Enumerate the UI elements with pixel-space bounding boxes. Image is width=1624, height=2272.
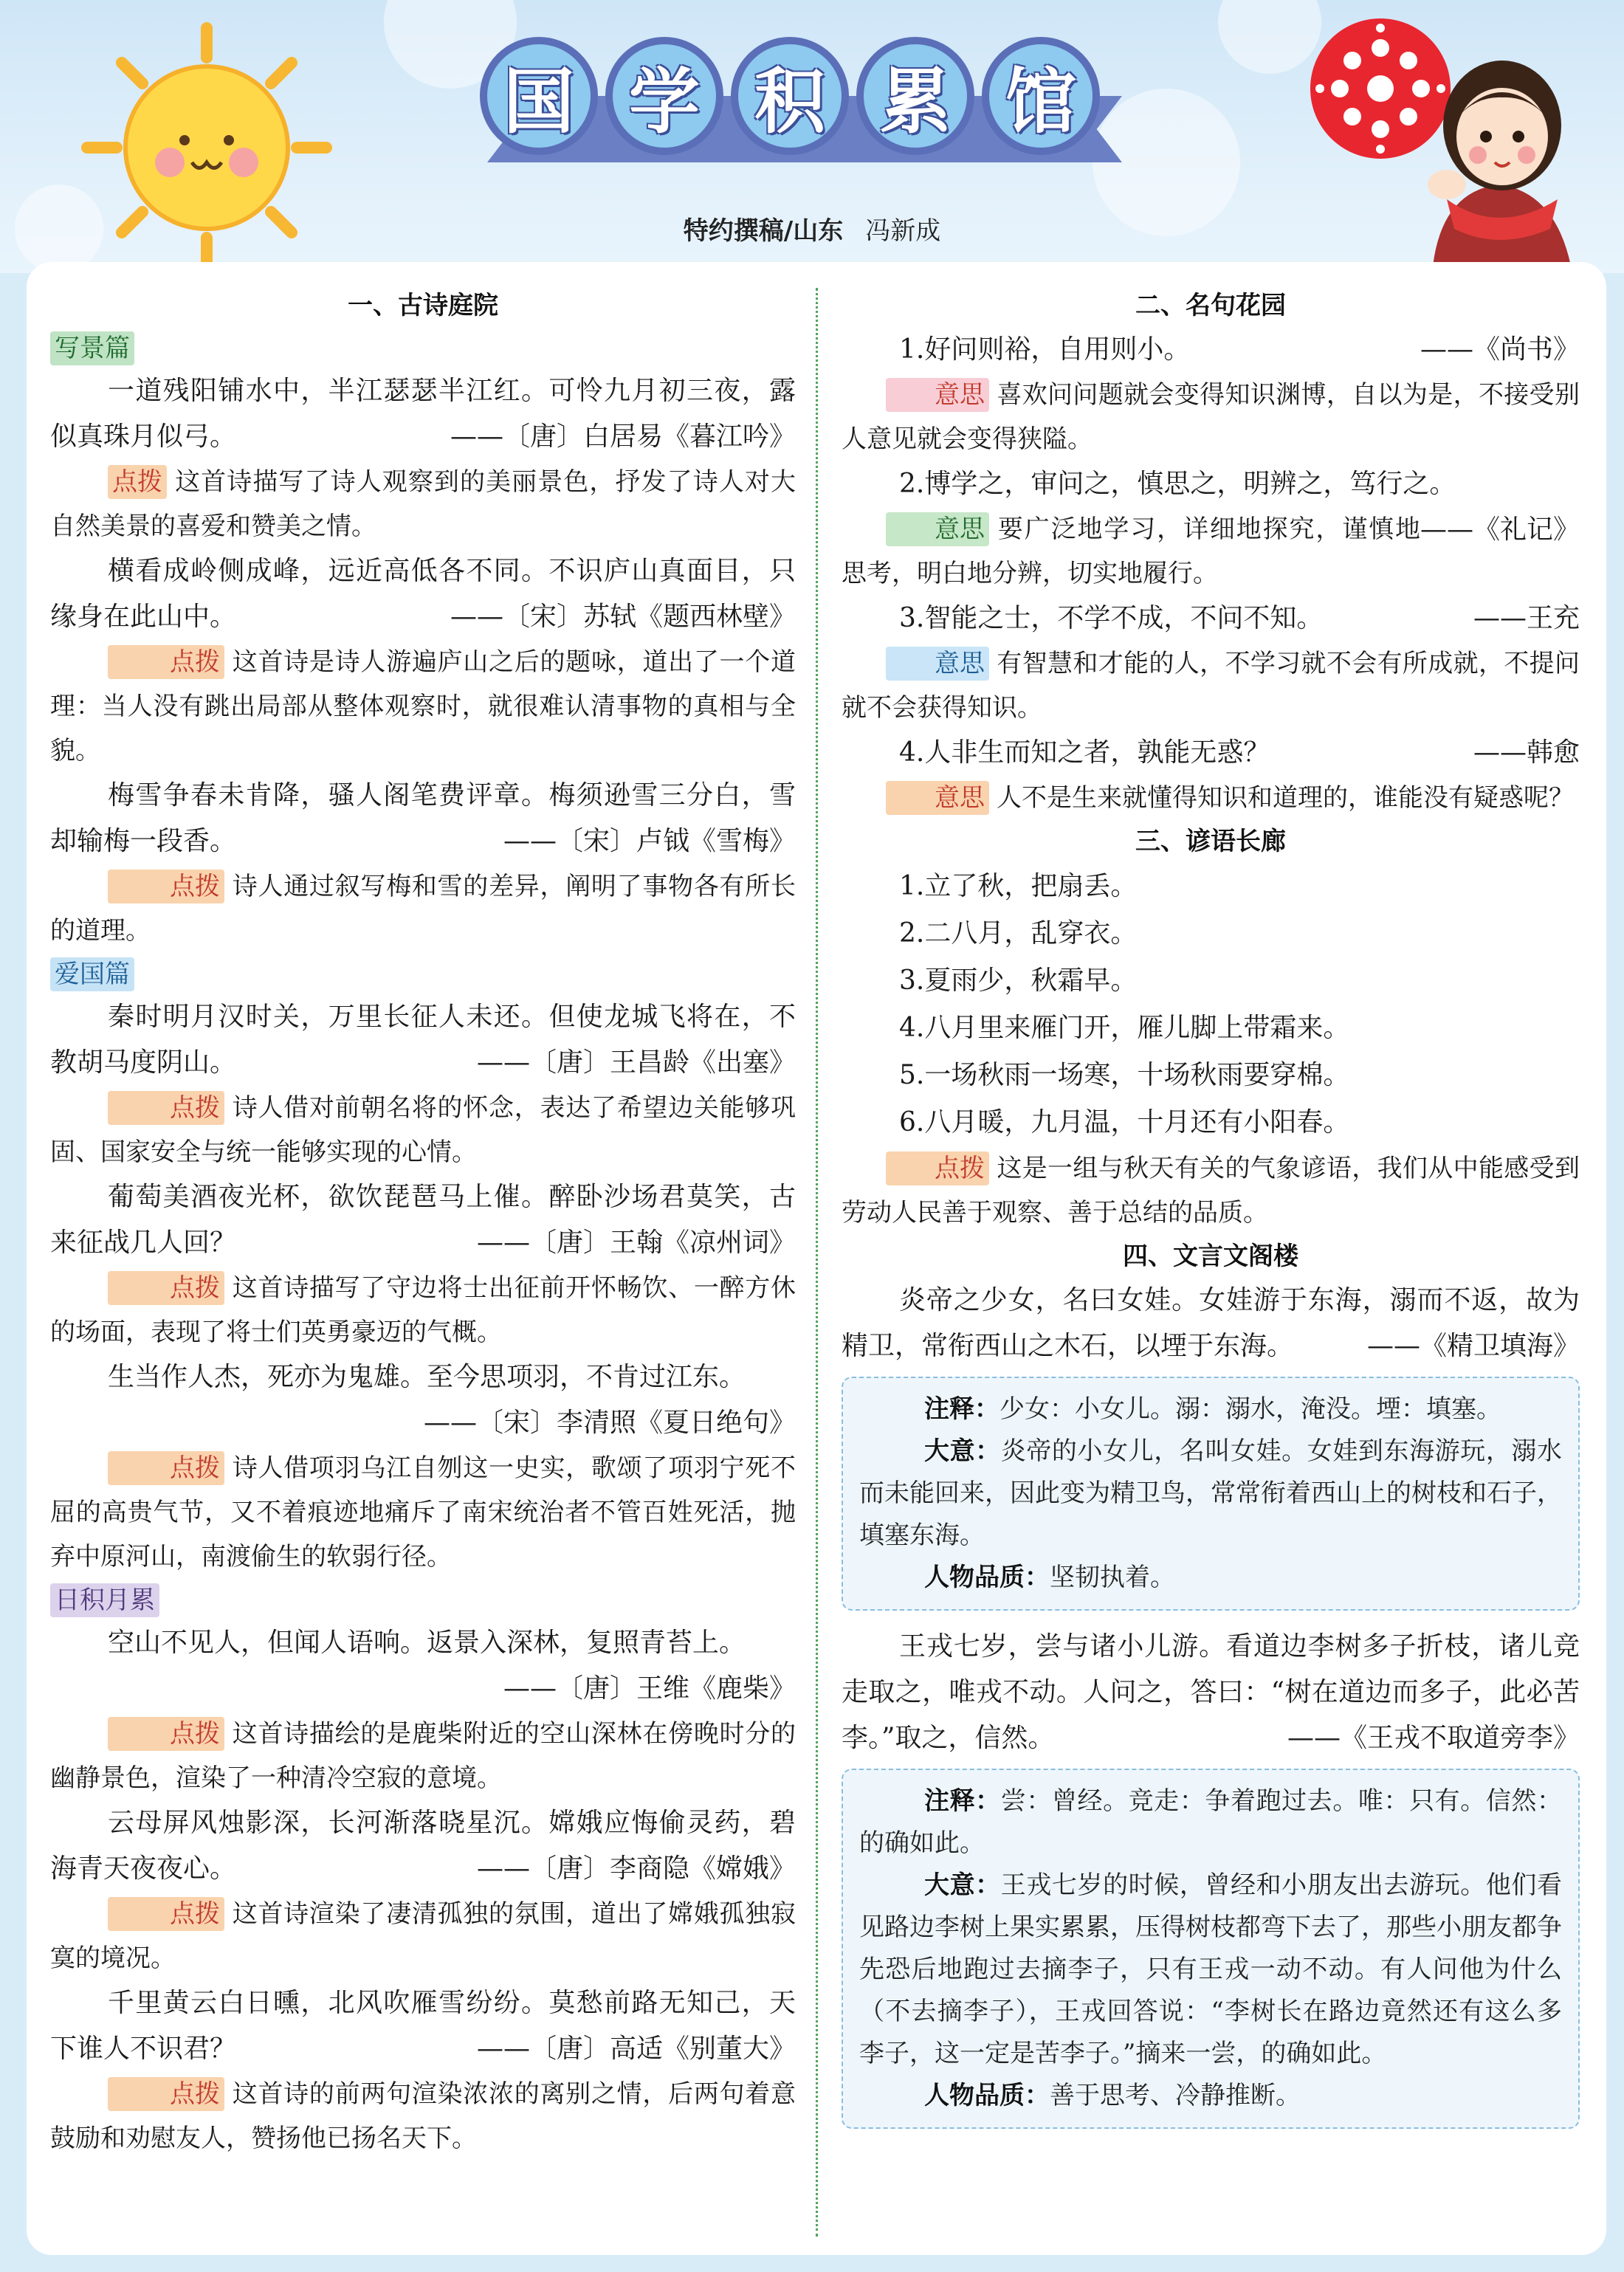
title-char: 馆 xyxy=(982,37,1100,155)
poem-note xyxy=(50,864,796,953)
meaning-tag: 意思 xyxy=(886,647,989,681)
notes-label: 注释： xyxy=(924,1394,999,1424)
tip-tag: 点拨 xyxy=(108,1091,224,1125)
quote-item xyxy=(842,596,1580,641)
meaning-label: 大意： xyxy=(924,1870,1001,1900)
poem-note-text: 这首诗的前两句渲染浓浓的离别之情，后两句着意鼓励和劝慰友人，赞扬他已扬名天下。 xyxy=(50,2079,796,2153)
poem-note-text: 诗人借项羽乌江自刎这一史实，歌颂了项羽宁死不屈的高贵气节，又不着痕迹地痛斥了南宋统治者不管百姓死活，抛弃中原河山，南渡偷生的软弱行径。 xyxy=(50,1453,796,1572)
category-scenery: 写景篇 xyxy=(50,331,134,365)
quote-meaning-text: 有智慧和才能的人，不学习就不会有所成就，不提问就不会获得知识。 xyxy=(842,649,1580,723)
quote-source: ——韩愈 xyxy=(1473,737,1580,768)
poem-note xyxy=(50,1892,796,1980)
quote-item xyxy=(842,327,1580,373)
passage-source: ——《王戎不取道旁李》 xyxy=(1287,1723,1580,1753)
poem-source: ——〔宋〕卢钺《雪梅》 xyxy=(503,826,796,856)
poem-note-text: 诗人借对前朝名将的怀念，表达了希望边关能够巩固、国家安全与统一能够实现的心情。 xyxy=(50,1093,796,1167)
tip-tag: 点拨 xyxy=(108,1451,224,1485)
poem-note xyxy=(50,460,796,548)
annotation-box xyxy=(842,1769,1580,2129)
poem-note-text: 这首诗是诗人游遍庐山之后的题咏，道出了一个道理：当人没有跳出局部从整体观察时，就很难认清事物的真相与全貌。 xyxy=(50,647,796,765)
tip-tag: 点拨 xyxy=(886,1152,989,1185)
passage-source: ——《精卫填海》 xyxy=(1366,1331,1580,1361)
category-daily-accumulation: 日积月累 xyxy=(50,1583,159,1617)
poem-source: ——〔宋〕苏轼《题西林壁》 xyxy=(450,602,796,632)
poem-source: ——〔宋〕李清照《夏日绝句》 xyxy=(423,1408,796,1438)
girl-papercut-illustration xyxy=(1307,15,1602,273)
poem-text: 秦时明月汉时关，万里长征人未还。但使龙城飞将在，不教胡马度阴山。 xyxy=(50,1002,796,1078)
notes-text: 少女：小女儿。溺：溺水，淹没。堙：填塞。 xyxy=(999,1394,1501,1424)
quote-meaning xyxy=(842,373,1580,461)
section-title-proverbs: 三、谚语长廊 xyxy=(1135,827,1286,856)
meaning-tag: 意思 xyxy=(886,781,989,815)
annotation-box xyxy=(842,1377,1580,1611)
passage-text: 炎帝之少女，名曰女娃。女娃游于东海，溺而不返，故为精卫，常衔西山之木石，以堙于东海。 xyxy=(842,1285,1580,1361)
tip-tag: 点拨 xyxy=(108,870,224,903)
poem-text: 空山不见人，但闻人语响。返景入深林，复照青苔上。 xyxy=(108,1628,746,1658)
title-char: 积 xyxy=(731,37,849,155)
quote-text: 4.人非生而知之者，孰能无惑？ xyxy=(899,737,1270,768)
quote-meaning-text: 要广泛地学习，详细地探究，谨慎地思考，明白地分辨，切实地履行。 xyxy=(842,514,1420,588)
poem-text: 云母屏风烛影深，长河渐落晓星沉。嫦娥应悔偷灵药，碧海青天夜夜心。 xyxy=(50,1808,796,1884)
poem-text: 生当作人杰，死亦为鬼雄。至今思项羽，不肯过江东。 xyxy=(108,1362,746,1392)
quote-meaning-text: 喜欢问问题就会变得知识渊博，自以为是，不接受别人意见就会变得狭隘。 xyxy=(842,380,1580,454)
tip-tag: 点拨 xyxy=(108,1271,224,1305)
page-title xyxy=(472,22,1137,192)
annotation-quality xyxy=(859,1557,1562,1599)
meaning-label: 大意： xyxy=(924,1436,1001,1466)
poem-source: ——〔唐〕白居易《暮江吟》 xyxy=(450,421,796,452)
section-title-classical-chinese: 四、文言文阁楼 xyxy=(1123,1242,1298,1271)
poem-source: ——〔唐〕王维《鹿柴》 xyxy=(503,1673,796,1704)
poem-note xyxy=(50,640,796,773)
poem-source: ——〔唐〕李商隐《嫦娥》 xyxy=(476,1853,796,1884)
quote-meaning xyxy=(842,641,1580,730)
quote-source: ——王充 xyxy=(1473,603,1580,633)
notes-label: 注释： xyxy=(924,1786,1001,1816)
annotation-notes xyxy=(859,1388,1562,1431)
poem-note-text: 这首诗描写了诗人观察到的美丽景色，抒发了诗人对大自然美景的喜爱和赞美之情。 xyxy=(50,467,796,541)
notes-text: 尝：曾经。竞走：争着跑过去。唯：只有。信然：的确如此。 xyxy=(859,1786,1562,1858)
annotation-meaning xyxy=(859,1865,1562,2075)
poem-note-text: 这首诗描写了守边将士出征前开怀畅饮、一醉方休的场面，表现了将士们英勇豪迈的气概。 xyxy=(50,1273,796,1347)
proverb-item: 3.夏雨少，秋霜早。 xyxy=(899,965,1138,996)
tip-tag: 点拨 xyxy=(108,1897,224,1931)
poem-source: ——〔唐〕王昌龄《出塞》 xyxy=(476,1047,796,1078)
quality-label: 人物品质： xyxy=(924,2081,1050,2110)
meaning-tag: 意思 xyxy=(886,378,989,412)
quality-text: 善于思考、冷静推断。 xyxy=(1050,2081,1301,2110)
meaning-tag: 意思 xyxy=(886,512,989,546)
title-char: 累 xyxy=(856,37,974,155)
poem-note xyxy=(50,1086,796,1174)
tip-tag: 点拨 xyxy=(108,1717,224,1751)
quote-source: ——《尚书》 xyxy=(1420,334,1580,365)
section-title-ancient-poems: 一、古诗庭院 xyxy=(348,291,498,320)
quote-text: 1.好问则裕，自用则小。 xyxy=(899,334,1191,365)
proverb-note xyxy=(842,1146,1580,1235)
proverb-item: 4.八月里来雁门开，雁儿脚上带霜来。 xyxy=(899,1013,1350,1043)
poem-text: 千里黄云白日曛，北风吹雁雪纷纷。莫愁前路无知己，天下谁人不识君？ xyxy=(50,1988,796,2064)
title-char: 学 xyxy=(605,37,723,155)
quote-text: 2.博学之，审问之，慎思之，明辨之，笃行之。 xyxy=(899,469,1456,499)
column-divider xyxy=(816,288,818,2237)
poem-source: ——〔唐〕王翰《凉州词》 xyxy=(476,1228,796,1258)
quote-item xyxy=(842,730,1580,776)
proverb-note-text: 这是一组与秋天有关的气象谚语，我们从中能感受到劳动人民善于观察、善于总结的品质。 xyxy=(842,1154,1580,1228)
proverb-item: 1.立了秋，把扇丢。 xyxy=(899,871,1138,901)
tip-tag: 点拨 xyxy=(108,465,167,499)
poem-note-text: 这首诗渲染了凄清孤独的氛围，道出了嫦娥孤独寂寞的境况。 xyxy=(50,1899,796,1973)
title-char: 国 xyxy=(480,37,598,155)
quote-text: 3.智能之士，不学不成，不问不知。 xyxy=(899,603,1324,633)
poem-note xyxy=(50,2072,796,2161)
poem-text: 横看成岭侧成峰，远近高低各不同。不识庐山真面目，只缘身在此山中。 xyxy=(50,556,796,632)
poem-note-text: 诗人通过叙写梅和雪的差异，阐明了事物各有所长的道理。 xyxy=(50,872,796,946)
author-name: 冯新成 xyxy=(865,216,941,246)
poem-note xyxy=(50,1266,796,1354)
annotation-meaning xyxy=(859,1431,1562,1557)
proverb-item: 5.一场秋雨一场寒，十场秋雨要穿棉。 xyxy=(899,1060,1350,1090)
poem-note-text: 这首诗描绘的是鹿柴附近的空山深林在傍晚时分的幽静景色，渲染了一种清冷空寂的意境。 xyxy=(50,1719,796,1793)
proverb-item: 6.八月暖，九月温，十月还有小阳春。 xyxy=(899,1107,1350,1137)
decor-bubble xyxy=(1218,0,1321,74)
poem-note xyxy=(50,1712,796,1800)
right-column xyxy=(842,284,1580,2142)
poem-text: 一道残阳铺水中，半江瑟瑟半江红。可怜九月初三夜，露似真珠月似弓。 xyxy=(50,376,796,452)
category-patriotic: 爱国篇 xyxy=(50,957,134,991)
tip-tag: 点拨 xyxy=(108,2077,224,2111)
quote-meaning xyxy=(842,776,1580,820)
quote-source: ——《礼记》 xyxy=(1420,514,1580,545)
passage-text: 王戎七岁，尝与诸小儿游。看道边李树多子折枝，诸儿竞走取之，唯戎不动。人问之，答曰：“树在道边而多子，此必苦李。”取之，信然。 xyxy=(842,1631,1580,1753)
poem-note xyxy=(50,1446,796,1579)
proverb-item: 2.二八月，乱穿衣。 xyxy=(899,918,1138,949)
meaning-text: 王戎七岁的时候，曾经和小朋友出去游玩。他们看见路边李树上果实累累，压得树枝都弯下去了，那些小朋友都争先恐后地跑过去摘李子，只有王戎一动不动。有人问他为什么（不去摘李子），王戎回答说：“李树长在路边竟然还有这么多李子，这一定是苦李子。”摘来一尝，的确如此。 xyxy=(859,1870,1562,2068)
poem-text: 梅雪争春未肯降，骚人阁笔费评章。梅须逊雪三分白，雪却输梅一段香。 xyxy=(50,780,796,856)
annotation-quality xyxy=(859,2075,1562,2117)
poem-source: ——〔唐〕高适《别董大》 xyxy=(476,2034,796,2064)
annotation-notes xyxy=(859,1780,1562,1865)
quality-text: 坚韧执着。 xyxy=(1050,1563,1175,1592)
meaning-text: 炎帝的小女儿，名叫女娃。女娃到东海游玩，溺水而未能回来，因此变为精卫鸟，常常衔着西山上的树枝和石子，填塞东海。 xyxy=(859,1436,1562,1550)
quality-label: 人物品质： xyxy=(924,1563,1050,1592)
byline-label: 特约撰稿/山东 xyxy=(683,216,844,246)
section-title-famous-quotes: 二、名句花园 xyxy=(1135,291,1286,320)
left-column xyxy=(50,284,796,2161)
tip-tag: 点拨 xyxy=(108,645,224,679)
poem-text: 葡萄美酒夜光杯，欲饮琵琶马上催。醉卧沙场君莫笑，古来征战几人回？ xyxy=(50,1182,796,1258)
page-header xyxy=(0,0,1624,273)
quote-meaning-text: 人不是生来就懂得知识和道理的，谁能没有疑惑呢？ xyxy=(997,783,1574,813)
